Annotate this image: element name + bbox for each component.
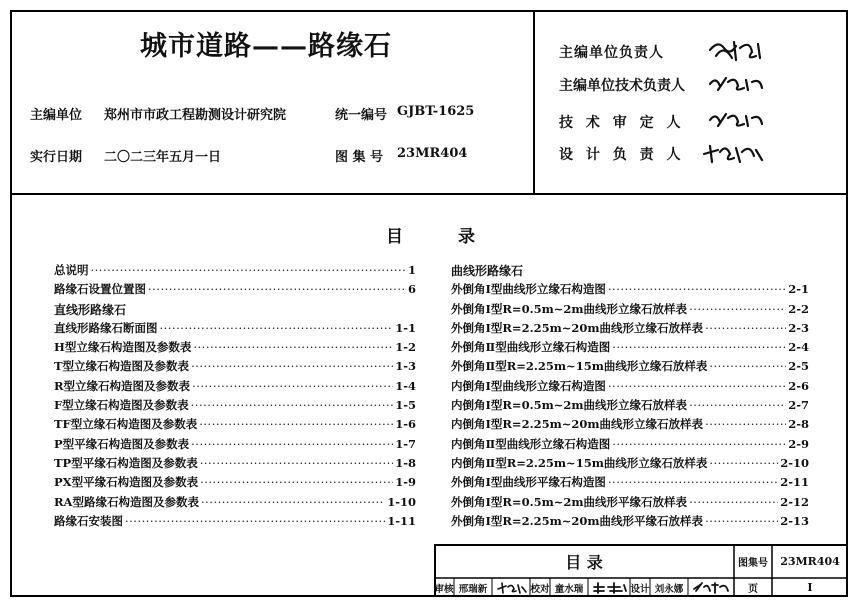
toc-entry-page: 1-5 <box>395 398 416 413</box>
toc-entry-text: 外倒角Ⅰ型R=2.25m~20m曲线形平缘石放样表 <box>451 513 704 528</box>
toc-entry-text: 外倒角Ⅱ型曲线形立缘石构造图 <box>451 340 611 355</box>
title-block-name: 目 录 <box>565 552 603 572</box>
effective-date-label: 实行日期 <box>30 150 83 165</box>
toc-entry-text: 总说明 <box>54 263 89 277</box>
signature-image <box>692 581 732 594</box>
atlas-no-value: 23MR404 <box>397 146 468 161</box>
header-divider <box>10 193 848 195</box>
toc-leader-dots <box>191 359 393 373</box>
toc-leader-dots <box>689 495 778 509</box>
signature-image <box>700 140 768 166</box>
toc-entry-text: 内倒角Ⅱ型R=2.25m~15m曲线形立缘石放样表 <box>451 455 708 470</box>
toc-entry-page: 1-7 <box>395 436 416 451</box>
toc-title-char: 录 <box>458 227 475 247</box>
toc-entry-page: 2-13 <box>780 513 809 528</box>
toc-entry-page: 1-10 <box>387 494 416 509</box>
toc-entry <box>54 474 416 493</box>
toc-leader-dots <box>201 495 385 509</box>
toc-leader-dots <box>191 437 393 451</box>
responsible-label: 技 术 审 定 人 <box>559 115 685 131</box>
toc-entry-text: F型立缘石构造图及参数表 <box>54 398 189 413</box>
toc-section-heading <box>451 262 809 281</box>
toc-entry-text: 内倒角Ⅰ型R=0.5m~2m曲线形立缘石放样表 <box>451 398 688 413</box>
toc-leader-dots <box>160 321 394 335</box>
toc-leader-dots <box>91 263 406 277</box>
toc-leader-dots <box>705 514 778 528</box>
toc-entry <box>451 301 809 320</box>
toc-section-heading <box>54 301 416 320</box>
toc-leader-dots <box>200 475 393 489</box>
toc-entry-page: 1-11 <box>387 513 416 528</box>
review-name: 邢瑞新 <box>458 583 488 595</box>
toc-leader-dots <box>193 340 393 354</box>
toc-entry-page: 1-4 <box>395 378 416 393</box>
toc-entry <box>54 281 416 300</box>
toc-entry-text: TF型立缘石构造图及参数表 <box>54 417 198 432</box>
toc-entry-page: 2-7 <box>788 398 809 413</box>
toc-entry-text: 外倒角Ⅰ型曲线形立缘石构造图 <box>451 282 606 297</box>
title-block-atlas-value: 23MR404 <box>780 554 840 568</box>
toc-entry-text: 直线形路缘石 <box>54 302 127 317</box>
toc-entry-page: 1-1 <box>395 320 416 335</box>
signature-image <box>496 581 528 594</box>
toc-entry <box>54 397 416 416</box>
toc-entry <box>451 436 809 455</box>
page-label: 页 <box>748 584 758 595</box>
toc-entry-text: 路缘石安装图 <box>54 513 123 528</box>
toc-leader-dots <box>200 456 394 470</box>
toc-entry-text: 外倒角Ⅰ型R=0.5m~2m曲线形立缘石放样表 <box>451 301 688 316</box>
responsible-label: 主编单位技术负责人 <box>559 78 685 94</box>
toc-entry-text: T型立缘石构造图及参数表 <box>54 359 190 374</box>
toc-entry-text: 路缘石设置位置图 <box>54 282 146 297</box>
toc-entry <box>451 358 809 377</box>
signature-image <box>706 36 766 64</box>
toc-entry <box>54 320 416 339</box>
toc-leader-dots <box>612 437 786 451</box>
check-name: 童水瑞 <box>554 583 584 595</box>
toc-leader-dots <box>705 321 786 335</box>
toc-entry-page: 1-2 <box>395 340 416 355</box>
toc-entry-page: 1-8 <box>395 455 416 470</box>
toc-title-char: 目 <box>386 227 403 247</box>
chief-unit-value: 郑州市市政工程勘测设计研究院 <box>104 108 287 123</box>
title-block-atlas-label: 图集号 <box>738 557 768 569</box>
toc-entry-page: 1-9 <box>395 475 416 490</box>
unified-no-value: GJBT-1625 <box>397 104 475 119</box>
toc-entry <box>54 513 416 532</box>
design-label: 设计 <box>630 583 650 595</box>
toc-entry-text: H型立缘石构造图及参数表 <box>54 340 192 355</box>
page-value: Ⅰ <box>807 581 813 594</box>
toc-entry-text: TP型平缘石构造图及参数表 <box>54 455 198 470</box>
toc-entry-text: 内倒角Ⅱ型曲线形立缘石构造图 <box>451 436 611 451</box>
toc-leader-dots <box>192 379 393 393</box>
toc-entry-text: PX型平缘石构造图及参数表 <box>54 475 199 490</box>
toc-leader-dots <box>689 302 786 316</box>
toc-left-column <box>54 262 416 532</box>
toc-entry <box>451 513 809 532</box>
toc-entry <box>451 281 809 300</box>
toc-entry-text: 外倒角Ⅱ型R=2.25m~15m曲线形立缘石放样表 <box>451 359 708 374</box>
toc-entry-text: R型立缘石构造图及参数表 <box>54 378 191 393</box>
toc-entry <box>451 339 809 358</box>
check-label: 校对 <box>530 583 550 595</box>
toc-leader-dots <box>608 379 786 393</box>
toc-leader-dots <box>709 359 786 373</box>
toc-leader-dots <box>191 398 394 412</box>
toc-entry-page: 1-6 <box>395 417 416 432</box>
toc-entry-page: 2-5 <box>788 359 809 374</box>
toc-entry-text: 直线形路缘石断面图 <box>54 320 158 335</box>
toc-entry-page: 2-2 <box>788 301 809 316</box>
review-label: 审核 <box>434 583 454 595</box>
toc-entry-page: 2-4 <box>788 340 809 355</box>
signature-image <box>592 581 628 594</box>
toc-entry <box>54 262 416 281</box>
toc-entry-page: 2-9 <box>788 436 809 451</box>
toc-entry <box>451 474 809 493</box>
toc-entry-text: 外倒角Ⅰ型R=0.5m~2m曲线形平缘石放样表 <box>451 494 688 509</box>
toc-entry-text: 外倒角Ⅰ型曲线形平缘石构造图 <box>451 475 606 490</box>
toc-leader-dots <box>709 456 778 470</box>
header-vertical-divider <box>533 10 535 194</box>
toc-entry-page: 6 <box>407 282 416 297</box>
toc-entry-page: 2-12 <box>780 494 809 509</box>
toc-entry-page: 2-6 <box>788 378 809 393</box>
toc-entry <box>54 416 416 435</box>
toc-leader-dots <box>125 514 385 528</box>
toc-entry <box>451 494 809 513</box>
toc-entry-page: 1-3 <box>395 359 416 374</box>
toc-entry <box>451 397 809 416</box>
toc-leader-dots <box>689 398 786 412</box>
responsible-label: 主编单位负责人 <box>559 45 664 61</box>
toc-entry-text: 曲线形路缘石 <box>451 264 524 278</box>
toc-entry <box>451 455 809 474</box>
toc-entry-text: RA型路缘石构造图及参数表 <box>54 494 199 509</box>
toc-leader-dots <box>612 340 786 354</box>
toc-entry <box>54 358 416 377</box>
toc-entry <box>54 339 416 358</box>
toc-leader-dots <box>705 417 786 431</box>
toc-right-column <box>451 262 809 532</box>
toc-entry <box>451 320 809 339</box>
toc-entry-page: 2-3 <box>788 320 809 335</box>
page-title: 城市道路——路缘石 <box>140 31 392 62</box>
toc-entry <box>54 494 416 513</box>
design-name: 刘永娜 <box>654 583 684 595</box>
toc-entry <box>54 378 416 397</box>
toc-entry-page: 2-1 <box>788 282 809 297</box>
signature-image <box>706 72 766 96</box>
chief-unit-label: 主编单位 <box>30 108 83 123</box>
toc-entry <box>451 378 809 397</box>
toc-entry-text: 外倒角Ⅰ型R=2.25m~20m曲线形立缘石放样表 <box>451 320 704 335</box>
toc-entry-page: 2-8 <box>788 417 809 432</box>
toc-entry <box>54 436 416 455</box>
toc-entry-text: 内倒角Ⅰ型曲线形立缘石构造图 <box>451 378 606 393</box>
atlas-no-label: 图 集 号 <box>335 150 384 165</box>
effective-date-value: 二〇二三年五月一日 <box>104 150 222 165</box>
title-block <box>434 544 848 597</box>
toc-entry-page: 2-11 <box>780 475 809 490</box>
responsible-label: 设 计 负 责 人 <box>559 147 685 163</box>
toc-leader-dots <box>608 475 778 489</box>
toc-entry-page: 2-10 <box>780 455 809 470</box>
toc-entry <box>451 416 809 435</box>
toc-entry-text: 内倒角Ⅰ型R=2.25m~20m曲线形立缘石放样表 <box>451 417 704 432</box>
toc-leader-dots <box>608 282 786 296</box>
toc-entry <box>54 455 416 474</box>
toc-entry-text: P型平缘石构造图及参数表 <box>54 436 190 451</box>
toc-leader-dots <box>199 417 393 431</box>
unified-no-label: 统一编号 <box>335 108 388 123</box>
toc-leader-dots <box>148 282 406 296</box>
signature-image <box>706 108 766 132</box>
toc-entry-page: 1 <box>407 263 416 277</box>
